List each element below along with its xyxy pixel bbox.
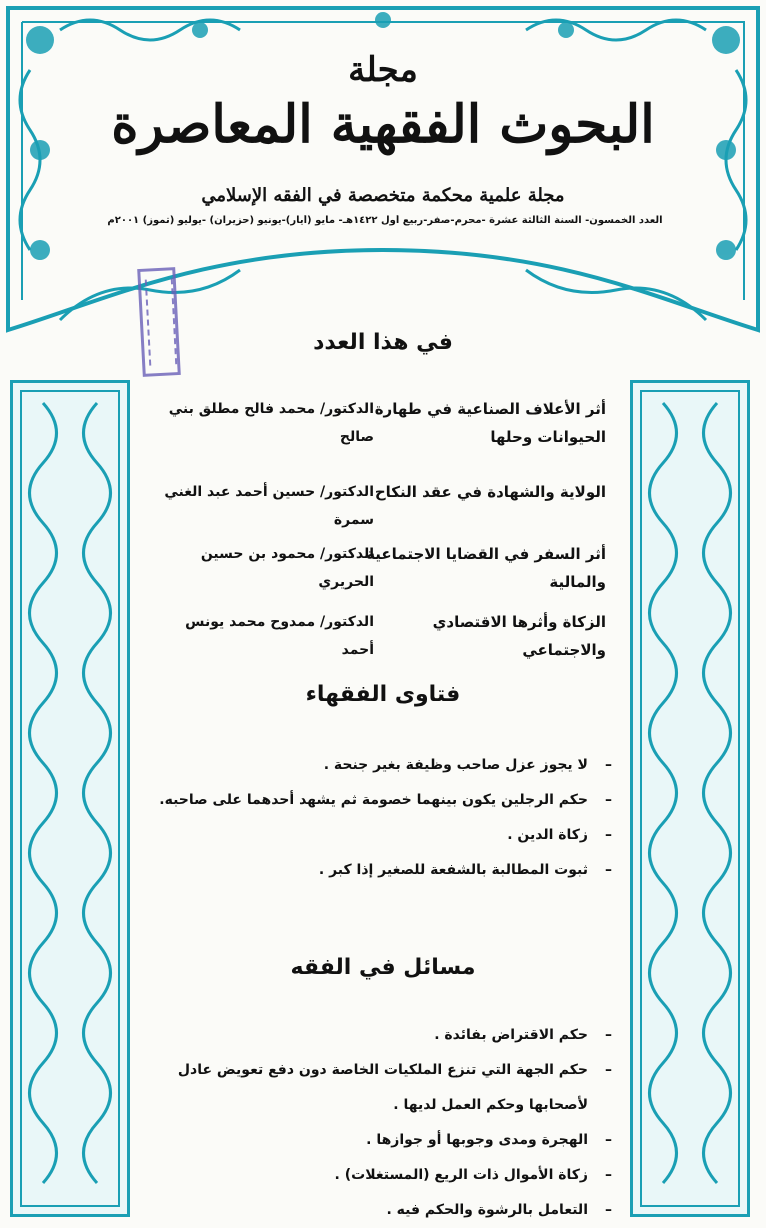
issue-item: – زكاة الأموال ذات الريع (المستغلات) . [138,1158,618,1193]
fatwas-heading: فتاوى الفقهاء [305,682,461,707]
fatwa-item: – ثبوت المطالبة بالشفعة للصغير إذا كبر . [138,853,618,888]
article-author-2: الدكتور/ حسين أحمد عبد الغني سمرة [164,484,374,528]
fatwas-list [138,748,618,888]
issues-list [138,1018,618,1228]
fatwa-item: – حكم الرجلين يكون بينهما خصومة ثم يشهد أحدهما على صاحبه. [138,783,618,818]
issue-item: – حكم الاقتراض بفائدة . [138,1018,618,1053]
library-stamp [137,267,181,377]
article-author-4: الدكتور/ ممدوح محمد يونس أحمد [185,614,374,658]
issue-info: العدد الخمسون- السنة الثالثة عشرة -محرم-صفر-ربيع أول ١٤٢٢هـ- مايو (أيار)-يونيو (حزيران) -يوليو (تموز) ٢٠٠١م [107,215,663,226]
right-ornament-pillar [630,380,750,1217]
issues-heading: مسائل في الفقه [290,955,476,980]
article-author-1: الدكتور/ محمد فالح مطلق بني صالح [168,401,374,445]
fatwa-item: – لا يجوز عزل صاحب وظيفة بغير جنحة . [138,748,618,783]
article-author-3: الدكتور/ محمود بن حسين الحريري [200,546,374,590]
magazine-title: البحوث الفقهية المعاصرة [111,94,655,155]
article-title-4: الزكاة وأثرها الاقتصادي والاجتماعي [432,613,606,659]
left-ornament-pillar [10,380,130,1217]
issue-item: – التعامل بالرشوة والحكم فيه . [138,1193,618,1228]
article-title-1: أثر الأعلاف الصناعية في طهارة الحيوانات وحلها [374,400,606,446]
magazine-label: مجلة [348,50,418,90]
issue-item: – الهجرة ومدى وجوبها أو جوازها . [138,1123,618,1158]
fatwa-item: – زكاة الدين . [138,818,618,853]
contents-heading: في هذا العدد [313,330,453,355]
magazine-subtitle: مجلة علمية محكمة متخصصة في الفقه الإسلامي [201,185,565,206]
article-title-3: أثر السفر في القضايا الاجتماعية والمالية [366,545,606,591]
article-title-2: الولاية والشهادة في عقد النكاح [374,483,606,501]
issue-item: – حكم الجهة التي تنزع الملكيات الخاصة دون دفع تعويض عادل لأصحابها وحكم العمل لديها . [138,1053,618,1123]
